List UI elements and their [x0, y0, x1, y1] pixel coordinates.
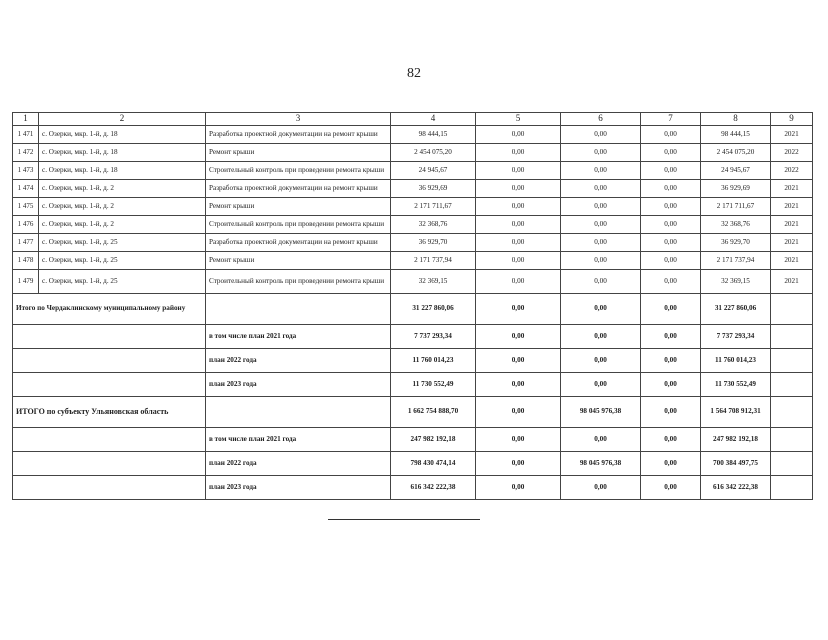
value-cell: 0,00 [561, 270, 641, 294]
total-cost-cell: 2 171 711,67 [391, 198, 476, 216]
total-value-cell: 11 730 552,49 [391, 373, 476, 397]
column-header: 7 [641, 113, 701, 126]
row-number: 1 477 [13, 234, 39, 252]
value-cell: 0,00 [641, 198, 701, 216]
total-value-cell: 1 662 754 888,70 [391, 397, 476, 428]
region-plan-row [13, 476, 813, 500]
total-value-cell: 0,00 [641, 373, 701, 397]
total-sublabel: план 2022 года [206, 349, 391, 373]
address-cell: с. Озерки, мкр. 1-й, д. 2 [39, 198, 206, 216]
row-number: 1 474 [13, 180, 39, 198]
year-cell: 2021 [771, 180, 813, 198]
value-cell: 0,00 [561, 162, 641, 180]
work-type-cell: Разработка проектной документации на ремонт крыши [206, 234, 391, 252]
district-plan-row [13, 373, 813, 397]
total-value-cell: 0,00 [641, 294, 701, 325]
total-sublabel [206, 397, 391, 428]
row-number: 1 478 [13, 252, 39, 270]
work-type-cell: Строительный контроль при проведении ремонта крыши [206, 216, 391, 234]
divider-line [328, 519, 480, 520]
column-header: 8 [701, 113, 771, 126]
work-type-cell: Строительный контроль при проведении ремонта крыши [206, 162, 391, 180]
value-cell: 0,00 [641, 144, 701, 162]
region-total-row [13, 397, 813, 428]
total-value-cell: 616 342 222,38 [391, 476, 476, 500]
column-header: 2 [39, 113, 206, 126]
region-plan-row [13, 452, 813, 476]
region-plan-row [13, 428, 813, 452]
empty-cell [771, 294, 813, 325]
work-type-cell: Ремонт крыши [206, 252, 391, 270]
total-value-cell: 0,00 [561, 476, 641, 500]
table-row [13, 198, 813, 216]
total-value-cell: 0,00 [476, 397, 561, 428]
value-cell: 0,00 [561, 198, 641, 216]
value-cell: 36 929,69 [701, 180, 771, 198]
empty-cell [771, 349, 813, 373]
value-cell: 0,00 [641, 234, 701, 252]
total-value-cell: 11 730 552,49 [701, 373, 771, 397]
total-value-cell: 0,00 [561, 325, 641, 349]
total-value-cell: 0,00 [476, 349, 561, 373]
value-cell: 0,00 [641, 126, 701, 144]
address-cell: с. Озерки, мкр. 1-й, д. 25 [39, 234, 206, 252]
row-number: 1 476 [13, 216, 39, 234]
total-cost-cell: 24 945,67 [391, 162, 476, 180]
row-number: 1 479 [13, 270, 39, 294]
total-label [13, 476, 206, 500]
table-row [13, 126, 813, 144]
year-cell: 2021 [771, 270, 813, 294]
value-cell: 0,00 [476, 180, 561, 198]
column-header: 4 [391, 113, 476, 126]
column-header: 9 [771, 113, 813, 126]
total-cost-cell: 36 929,70 [391, 234, 476, 252]
column-header: 6 [561, 113, 641, 126]
empty-cell [771, 397, 813, 428]
value-cell: 0,00 [476, 234, 561, 252]
total-value-cell: 798 430 474,14 [391, 452, 476, 476]
total-sublabel [206, 294, 391, 325]
total-value-cell: 247 982 192,18 [391, 428, 476, 452]
total-label: ИТОГО по субъекту Ульяновская область [13, 397, 206, 428]
table-row [13, 216, 813, 234]
total-value-cell: 1 564 708 912,31 [701, 397, 771, 428]
value-cell: 2 171 711,67 [701, 198, 771, 216]
total-value-cell: 0,00 [476, 476, 561, 500]
address-cell: с. Озерки, мкр. 1-й, д. 18 [39, 126, 206, 144]
total-cost-cell: 32 369,15 [391, 270, 476, 294]
year-cell: 2022 [771, 144, 813, 162]
value-cell: 0,00 [641, 216, 701, 234]
year-cell: 2021 [771, 126, 813, 144]
work-type-cell: Ремонт крыши [206, 144, 391, 162]
value-cell: 0,00 [476, 162, 561, 180]
value-cell: 0,00 [476, 270, 561, 294]
total-label [13, 428, 206, 452]
work-type-cell: Разработка проектной документации на ремонт крыши [206, 126, 391, 144]
column-header: 1 [13, 113, 39, 126]
total-sublabel: план 2023 года [206, 476, 391, 500]
row-number: 1 471 [13, 126, 39, 144]
total-sublabel: план 2023 года [206, 373, 391, 397]
column-header: 5 [476, 113, 561, 126]
value-cell: 0,00 [641, 270, 701, 294]
total-label: Итого по Чердаклинскому муниципальному району [13, 294, 206, 325]
total-label [13, 349, 206, 373]
total-value-cell: 0,00 [476, 294, 561, 325]
total-value-cell: 7 737 293,34 [391, 325, 476, 349]
row-number: 1 473 [13, 162, 39, 180]
total-value-cell: 0,00 [641, 349, 701, 373]
empty-cell [771, 325, 813, 349]
empty-cell [771, 373, 813, 397]
column-header: 3 [206, 113, 391, 126]
table-row [13, 234, 813, 252]
total-value-cell: 0,00 [561, 373, 641, 397]
value-cell: 0,00 [561, 216, 641, 234]
address-cell: с. Озерки, мкр. 1-й, д. 2 [39, 216, 206, 234]
total-value-cell: 98 045 976,38 [561, 452, 641, 476]
total-value-cell: 0,00 [476, 428, 561, 452]
total-value-cell: 0,00 [641, 476, 701, 500]
value-cell: 0,00 [561, 126, 641, 144]
district-plan-row [13, 349, 813, 373]
total-value-cell: 0,00 [641, 428, 701, 452]
row-number: 1 472 [13, 144, 39, 162]
total-cost-cell: 2 171 737,94 [391, 252, 476, 270]
total-value-cell: 0,00 [476, 325, 561, 349]
value-cell: 0,00 [641, 180, 701, 198]
registry-table [12, 112, 813, 500]
total-value-cell: 0,00 [476, 373, 561, 397]
address-cell: с. Озерки, мкр. 1-й, д. 25 [39, 252, 206, 270]
value-cell: 0,00 [476, 198, 561, 216]
empty-cell [771, 428, 813, 452]
total-value-cell: 247 982 192,18 [701, 428, 771, 452]
total-sublabel: в том числе план 2021 года [206, 428, 391, 452]
total-label [13, 452, 206, 476]
value-cell: 32 368,76 [701, 216, 771, 234]
row-number: 1 475 [13, 198, 39, 216]
value-cell: 0,00 [561, 144, 641, 162]
value-cell: 0,00 [476, 216, 561, 234]
total-sublabel: план 2022 года [206, 452, 391, 476]
address-cell: с. Озерки, мкр. 1-й, д. 18 [39, 144, 206, 162]
total-value-cell: 0,00 [641, 452, 701, 476]
value-cell: 98 444,15 [701, 126, 771, 144]
total-value-cell: 31 227 860,06 [391, 294, 476, 325]
address-cell: с. Озерки, мкр. 1-й, д. 2 [39, 180, 206, 198]
value-cell: 0,00 [561, 252, 641, 270]
year-cell: 2021 [771, 216, 813, 234]
value-cell: 0,00 [641, 162, 701, 180]
table-row [13, 144, 813, 162]
year-cell: 2021 [771, 252, 813, 270]
year-cell: 2022 [771, 162, 813, 180]
table-row [13, 180, 813, 198]
value-cell: 24 945,67 [701, 162, 771, 180]
total-value-cell: 7 737 293,34 [701, 325, 771, 349]
total-value-cell: 0,00 [641, 397, 701, 428]
value-cell: 2 454 075,20 [701, 144, 771, 162]
table-row [13, 270, 813, 294]
total-value-cell: 0,00 [561, 428, 641, 452]
total-cost-cell: 98 444,15 [391, 126, 476, 144]
value-cell: 0,00 [641, 252, 701, 270]
table-row [13, 252, 813, 270]
total-value-cell: 98 045 976,38 [561, 397, 641, 428]
district-plan-row [13, 325, 813, 349]
total-value-cell: 31 227 860,06 [701, 294, 771, 325]
column-number-header-row [13, 113, 813, 126]
total-value-cell: 0,00 [476, 452, 561, 476]
district-total-row [13, 294, 813, 325]
total-value-cell: 616 342 222,38 [701, 476, 771, 500]
total-cost-cell: 2 454 075,20 [391, 144, 476, 162]
address-cell: с. Озерки, мкр. 1-й, д. 18 [39, 162, 206, 180]
work-type-cell: Разработка проектной документации на ремонт крыши [206, 180, 391, 198]
total-value-cell: 0,00 [641, 325, 701, 349]
value-cell: 2 171 737,94 [701, 252, 771, 270]
value-cell: 36 929,70 [701, 234, 771, 252]
work-type-cell: Ремонт крыши [206, 198, 391, 216]
empty-cell [771, 452, 813, 476]
value-cell: 32 369,15 [701, 270, 771, 294]
total-cost-cell: 36 929,69 [391, 180, 476, 198]
value-cell: 0,00 [561, 180, 641, 198]
total-cost-cell: 32 368,76 [391, 216, 476, 234]
value-cell: 0,00 [561, 234, 641, 252]
total-value-cell: 11 760 014,23 [391, 349, 476, 373]
address-cell: с. Озерки, мкр. 1-й, д. 25 [39, 270, 206, 294]
year-cell: 2021 [771, 234, 813, 252]
total-value-cell: 0,00 [561, 349, 641, 373]
value-cell: 0,00 [476, 252, 561, 270]
work-type-cell: Строительный контроль при проведении ремонта крыши [206, 270, 391, 294]
page-number: 82 [407, 66, 421, 81]
year-cell: 2021 [771, 198, 813, 216]
table-row [13, 162, 813, 180]
total-label [13, 373, 206, 397]
total-value-cell: 0,00 [561, 294, 641, 325]
total-sublabel: в том числе план 2021 года [206, 325, 391, 349]
empty-cell [771, 476, 813, 500]
total-value-cell: 700 384 497,75 [701, 452, 771, 476]
value-cell: 0,00 [476, 126, 561, 144]
total-value-cell: 11 760 014,23 [701, 349, 771, 373]
value-cell: 0,00 [476, 144, 561, 162]
total-label [13, 325, 206, 349]
